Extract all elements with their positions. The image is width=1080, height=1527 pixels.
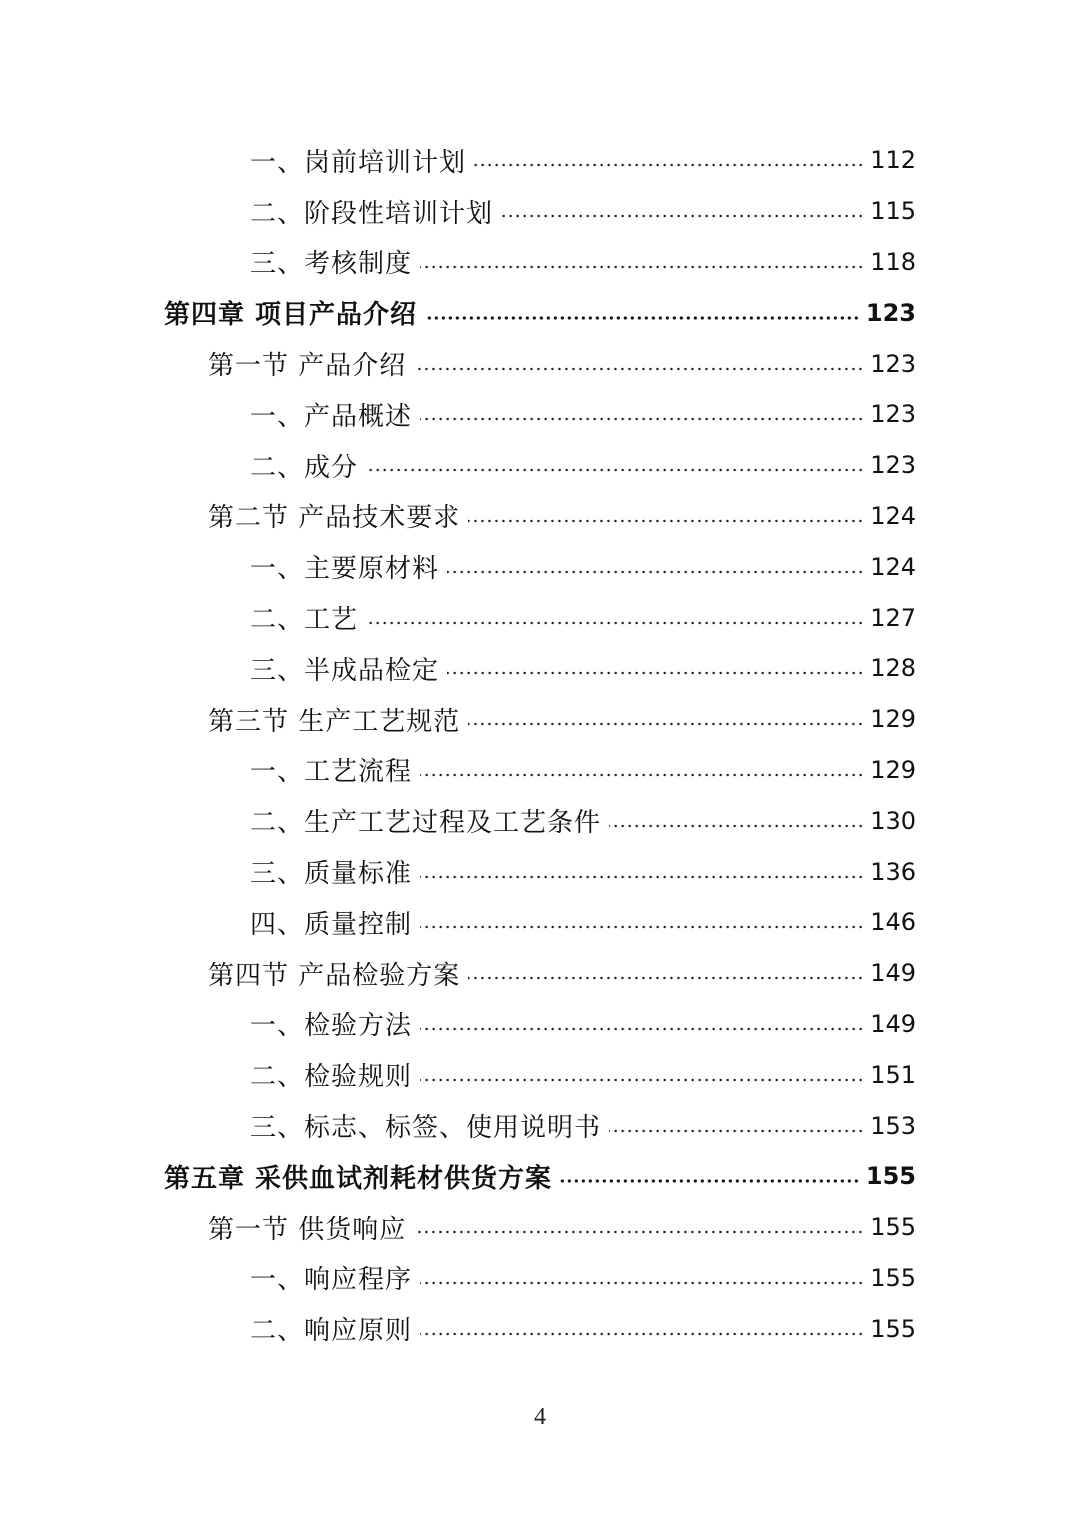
toc-dot-leader [420,1077,864,1083]
toc-subsection-entry [0,795,1080,846]
toc-entry-page: 151 [870,1060,916,1089]
toc-entry-title: 三、考核制度 [250,249,413,280]
toc-dot-leader [560,1178,860,1184]
toc-subsection-entry [0,999,1080,1050]
toc-entry-title: 四、质量控制 [250,909,413,940]
toc-dot-leader [609,1128,864,1134]
toc-entry-page: 112 [870,146,916,175]
toc-entry-title: 二、响应原则 [250,1316,413,1347]
toc-dot-leader [366,467,864,473]
toc-dot-leader [468,975,864,981]
toc-dot-leader [468,721,864,727]
toc-entry-title: 一、主要原材料 [250,554,440,585]
toc-entry-page: 149 [870,959,916,988]
toc-dot-leader [420,772,864,778]
toc-entry-page: 123 [870,349,916,378]
toc-entry-page: 129 [870,705,916,734]
toc-entry-title: 一、检验方法 [250,1011,413,1042]
toc-subsection-entry [0,186,1080,237]
toc-entry-title: 三、半成品检定 [250,655,440,686]
toc-entry-page: 155 [870,1314,916,1343]
toc-entry-title: 二、生产工艺过程及工艺条件 [250,808,602,839]
toc-entry-page: 128 [870,654,916,683]
toc-dot-leader [420,924,864,930]
toc-entry-title: 第四章 项目产品介绍 [164,300,418,331]
page-number: 4 [534,1404,546,1430]
toc-section-entry [0,1202,1080,1253]
toc-entry-page: 124 [870,501,916,530]
toc-entry-page: 155 [870,1263,916,1292]
toc-entry-title: 第三节 生产工艺规范 [208,706,461,737]
toc-chapter-entry [0,287,1080,338]
toc-entry-title: 一、工艺流程 [250,757,413,788]
toc-subsection-entry [0,592,1080,643]
toc-entry-page: 124 [870,552,916,581]
toc-dot-leader [609,823,864,829]
toc-dot-leader [447,670,864,676]
toc-entry-page: 123 [870,451,916,480]
toc-dot-leader [414,366,864,372]
toc-entry-page: 155 [865,1162,916,1191]
table-of-contents [0,135,1080,1354]
toc-dot-leader [420,1026,864,1032]
toc-entry-page: 123 [870,400,916,429]
toc-entry-page: 123 [865,298,916,327]
toc-subsection-entry [0,1049,1080,1100]
toc-entry-title: 第一节 供货响应 [208,1214,407,1245]
toc-chapter-entry [0,1151,1080,1202]
toc-dot-leader [447,569,864,575]
toc-section-entry [0,948,1080,999]
toc-dot-leader [366,620,864,626]
toc-subsection-entry [0,745,1080,796]
toc-entry-title: 一、产品概述 [250,401,413,432]
toc-subsection-entry [0,643,1080,694]
toc-section-entry [0,694,1080,745]
toc-entry-title: 二、成分 [250,452,359,483]
toc-entry-title: 二、工艺 [250,605,359,636]
toc-entry-title: 三、质量标准 [250,859,413,890]
toc-entry-title: 三、标志、标签、使用说明书 [250,1113,602,1144]
toc-entry-page: 149 [870,1009,916,1038]
toc-subsection-entry [0,1100,1080,1151]
toc-dot-leader [420,1331,864,1337]
toc-entry-title: 二、检验规则 [250,1062,413,1093]
toc-entry-page: 153 [870,1111,916,1140]
toc-entry-page: 130 [870,806,916,835]
toc-entry-title: 第五章 采供血试剂耗材供货方案 [164,1163,553,1194]
toc-dot-leader [474,162,864,168]
toc-subsection-entry [0,897,1080,948]
toc-subsection-entry [0,846,1080,897]
toc-entry-page: 136 [870,857,916,886]
toc-section-entry [0,338,1080,389]
toc-dot-leader [420,264,864,270]
toc-entry-page: 127 [870,603,916,632]
toc-entry-page: 146 [870,908,916,937]
toc-entry-title: 一、响应程序 [250,1265,413,1296]
toc-entry-page: 115 [870,197,916,226]
toc-dot-leader [420,874,864,880]
toc-subsection-entry [0,1303,1080,1354]
toc-dot-leader [420,416,864,422]
toc-entry-page: 155 [870,1213,916,1242]
toc-subsection-entry [0,440,1080,491]
toc-entry-page: 118 [870,247,916,276]
toc-subsection-entry [0,1253,1080,1304]
toc-entry-title: 第四节 产品检验方案 [208,960,461,991]
toc-entry-page: 129 [870,755,916,784]
toc-dot-leader [420,1280,864,1286]
toc-entry-title: 第二节 产品技术要求 [208,503,461,534]
toc-subsection-entry [0,135,1080,186]
toc-entry-title: 第一节 产品介绍 [208,351,407,382]
toc-subsection-entry [0,237,1080,288]
toc-subsection-entry [0,389,1080,440]
toc-dot-leader [501,213,864,219]
toc-entry-title: 一、岗前培训计划 [250,147,467,178]
toc-section-entry [0,491,1080,542]
toc-dot-leader [425,315,860,321]
toc-subsection-entry [0,541,1080,592]
toc-dot-leader [414,1229,864,1235]
toc-entry-title: 二、阶段性培训计划 [250,198,494,229]
toc-dot-leader [468,518,864,524]
